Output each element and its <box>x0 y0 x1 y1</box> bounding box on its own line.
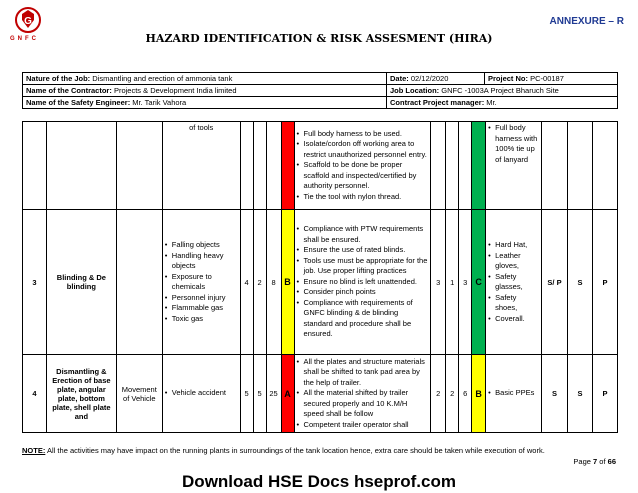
control-list-item: • Isolate/cordon off working area to restrict unauthorized personnel entry. <box>297 139 429 160</box>
remark-cell: P <box>592 210 617 355</box>
footer-note <box>22 446 545 455</box>
nature-of-job-cell <box>23 73 387 85</box>
responsibility-cell: S/ P <box>542 210 568 355</box>
controls-cell <box>294 122 431 210</box>
control-list-item: • Ensure the use of rated blinds. <box>297 245 429 256</box>
hazard-list-item: • Falling objects <box>165 240 238 251</box>
control-list-item: • Full body harness to be used. <box>297 129 429 140</box>
aspect-cell: Movement of Vehicle <box>116 355 162 433</box>
control-list-item: • Tie the tool with nylon thread. <box>297 192 429 203</box>
hazard-list-item: of tools <box>189 123 214 132</box>
hazard-list-item: • Vehicle accident <box>165 388 238 399</box>
contractor-label: Name of the Contractor: <box>26 86 112 95</box>
control-list <box>297 129 429 203</box>
control-list-item: • Competent trailer operator shall <box>297 420 429 431</box>
location-cell <box>387 85 618 97</box>
date-label: Date: <box>390 74 409 83</box>
info-row <box>23 85 618 97</box>
row-number: 4 <box>23 355 47 433</box>
control-list-item: • All the material shifted by trailer secured properly and 10 K.M/H speed shall be follow <box>297 388 429 420</box>
status-cell: S <box>567 210 592 355</box>
control-list-item: • All the plates and structure materials shall be shifted to tank pad area by the help of trailer. <box>297 357 429 389</box>
page-total: 66 <box>607 457 616 466</box>
hazard-list <box>165 388 238 399</box>
control-list-item: • Consider pinch points <box>297 287 429 298</box>
ppe-cell <box>486 355 542 433</box>
residual-severity-cell: 2 <box>431 355 446 433</box>
status-cell: S <box>567 355 592 433</box>
residual-score-cell: 3 <box>459 210 472 355</box>
date-value: 02/12/2020 <box>410 74 449 83</box>
hazards-cell <box>162 122 240 210</box>
ppe-cell <box>486 210 542 355</box>
location-label: Job Location: <box>390 86 440 95</box>
hazard-list-item: • Personnel injury <box>165 293 238 304</box>
ppe-list-item: • Basic PPEs <box>488 388 539 399</box>
ppe-cell <box>486 122 542 210</box>
job-info-table <box>22 72 618 109</box>
hazards-cell <box>162 355 240 433</box>
annexure-label: ANNEXURE – R <box>549 16 624 27</box>
contractor-cell <box>23 85 387 97</box>
remark-cell: P <box>592 355 617 433</box>
info-row <box>23 73 618 85</box>
engineer-value: Mr. Tarik Vahora <box>132 98 187 107</box>
download-banner[interactable]: Download HSE Docs hseprof.com <box>182 472 456 491</box>
table-row <box>23 210 618 355</box>
residual-severity-cell: 3 <box>431 210 446 355</box>
manager-label: Contract Project manager: <box>390 98 485 107</box>
hira-table <box>22 121 618 433</box>
residual-likelihood-cell <box>446 122 459 210</box>
ppe-list <box>488 123 539 165</box>
hazard-list-item: • Flammable gas <box>165 303 238 314</box>
engineer-label: Name of the Safety Engineer: <box>26 98 131 107</box>
control-list-item: • Scaffold to be done be proper scaffold and inspected/certified by authority personnel. <box>297 160 429 192</box>
control-list <box>297 357 429 431</box>
activity-cell: Blinding & De blinding <box>46 210 116 355</box>
info-row <box>23 97 618 109</box>
project-no-cell <box>485 73 618 85</box>
page-title: HAZARD IDENTIFICATION & RISK ASSESMENT (HIRA) <box>145 32 493 45</box>
residual-rating-cell: B <box>472 355 486 433</box>
page-number <box>573 457 616 466</box>
residual-severity-cell <box>431 122 446 210</box>
ppe-list-item: • Full body harness with 100% tie up of lanyard <box>488 123 539 165</box>
residual-likelihood-cell: 1 <box>446 210 459 355</box>
ppe-list-item: • Hard Hat, <box>488 240 539 251</box>
control-list-item: • Compliance with PTW requirements shall be ensured. <box>297 224 429 245</box>
residual-likelihood-cell: 2 <box>446 355 459 433</box>
activity-cell: Dismantling & Erection of base plate, angular plate, bottom plate, shell plate and <box>46 355 116 433</box>
control-list <box>297 224 429 340</box>
svg-text:G: G <box>24 16 32 27</box>
manager-cell <box>387 97 618 109</box>
risk-score-cell: 25 <box>266 355 281 433</box>
risk-score-cell <box>266 122 281 210</box>
date-cell <box>387 73 485 85</box>
control-list-item: • Tools use must be appropriate for the job. Use proper lifting practices <box>297 256 429 277</box>
row-number <box>23 122 47 210</box>
activity-cell <box>46 122 116 210</box>
risk-rating-cell: B <box>281 210 294 355</box>
residual-rating-cell: C <box>472 210 486 355</box>
hazard-list-item: • Toxic gas <box>165 314 238 325</box>
hazards-cell <box>162 210 240 355</box>
page-current: 7 <box>593 457 598 466</box>
risk-score-cell: 8 <box>266 210 281 355</box>
likelihood-cell: 5 <box>253 355 266 433</box>
ppe-list <box>488 388 539 399</box>
row-number: 3 <box>23 210 47 355</box>
ppe-list-item: • Coverall. <box>488 314 539 325</box>
page-label: Page <box>573 457 591 466</box>
table-row <box>23 122 618 210</box>
status-cell <box>567 122 592 210</box>
note-label: NOTE: <box>22 446 46 455</box>
project-label: Project No: <box>488 74 529 83</box>
manager-value: Mr. <box>486 98 497 107</box>
controls-cell <box>294 210 431 355</box>
hazard-list <box>165 123 238 134</box>
nature-value: Dismantling and erection of ammonia tank <box>92 74 233 83</box>
logo-text: GNFC <box>10 36 39 42</box>
hazard-list-item: • Handling heavy objects <box>165 251 238 272</box>
residual-score-cell: 6 <box>459 355 472 433</box>
nature-label: Nature of the Job: <box>26 74 91 83</box>
likelihood-cell: 2 <box>253 210 266 355</box>
hazard-list <box>165 240 238 324</box>
location-value: GNFC -1003A Project Bharuch Site <box>441 86 559 95</box>
controls-cell <box>294 355 431 433</box>
remark-cell <box>592 122 617 210</box>
table-row <box>23 355 618 433</box>
page-of: of <box>599 457 606 466</box>
responsibility-cell: S <box>542 355 568 433</box>
ppe-list-item: • Safety shoes, <box>488 293 539 314</box>
severity-cell: 5 <box>240 355 253 433</box>
severity-cell: 4 <box>240 210 253 355</box>
residual-score-cell <box>459 122 472 210</box>
control-list-item: • Ensure no blind is left unattended. <box>297 277 429 288</box>
aspect-cell <box>116 122 162 210</box>
ppe-list-item: • Leather gloves, <box>488 251 539 272</box>
ppe-list <box>488 240 539 324</box>
aspect-cell <box>116 210 162 355</box>
project-value: PC-00187 <box>530 74 564 83</box>
control-list-item: • Compliance with requirements of GNFC blinding & de blinding standard and procedure shall be ensured. <box>297 298 429 340</box>
responsibility-cell <box>542 122 568 210</box>
risk-rating-cell: A <box>281 355 294 433</box>
engineer-cell <box>23 97 387 109</box>
hazard-list-item: • Exposure to chemicals <box>165 272 238 293</box>
residual-rating-cell <box>472 122 486 210</box>
likelihood-cell <box>253 122 266 210</box>
note-text: All the activities may have impact on the running plants in surroundings of the tank location hence, extra care should be taken while execution of work. <box>47 446 545 455</box>
risk-rating-cell <box>281 122 294 210</box>
contractor-value: Projects & Development India limited <box>113 86 237 95</box>
severity-cell <box>240 122 253 210</box>
ppe-list-item: • Safety glasses, <box>488 272 539 293</box>
